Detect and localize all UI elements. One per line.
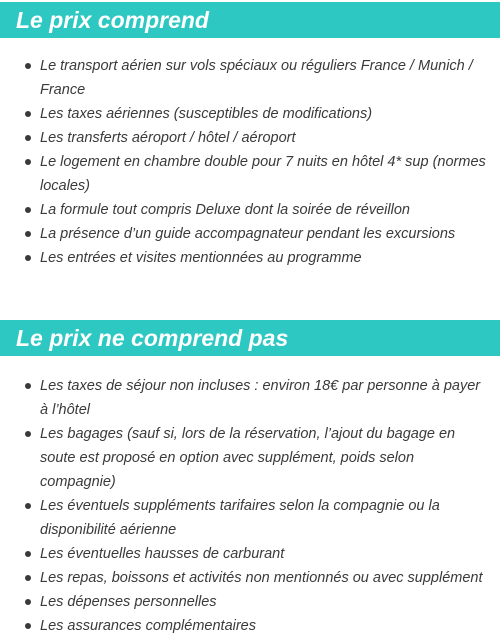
bullet-icon — [25, 207, 31, 213]
list-item — [0, 246, 500, 270]
list-item — [0, 590, 500, 614]
list-item-text: Les entrées et visites mentionnées au programme — [40, 250, 362, 266]
list-item — [0, 566, 500, 590]
list-item — [0, 222, 500, 246]
list-item-text: Les assurances complémentaires — [40, 618, 256, 634]
bullet-icon — [25, 135, 31, 141]
list-item — [0, 102, 500, 126]
list-item-text: Le logement en chambre double pour 7 nuits en hôtel 4* sup (normes locales) — [40, 154, 486, 194]
list-item-text: Les repas, boissons et activités non mentionnés ou avec supplément — [40, 570, 483, 586]
list-item — [0, 374, 500, 422]
list-item — [0, 494, 500, 542]
bullet-icon — [25, 431, 31, 437]
bullet-icon — [25, 63, 31, 69]
list-item — [0, 422, 500, 494]
list-item-text: Les éventuels suppléments tarifaires selon la compagnie ou la disponibilité aérienne — [40, 498, 440, 538]
bullet-icon — [25, 255, 31, 261]
bullet-icon — [25, 575, 31, 581]
included-section-title: Le prix comprend — [0, 2, 500, 38]
list-item-text: Le transport aérien sur vols spéciaux ou réguliers France / Munich / France — [40, 58, 473, 98]
list-item — [0, 126, 500, 150]
list-item — [0, 150, 500, 198]
list-item — [0, 614, 500, 638]
bullet-icon — [25, 231, 31, 237]
list-item-text: Les bagages (sauf si, lors de la réservation, l’ajout du bagage en soute est proposé en option avec supplément, poids selon compagnie) — [40, 426, 456, 490]
list-item-text: La présence d’un guide accompagnateur pendant les excursions — [40, 226, 456, 242]
list-item — [0, 54, 500, 102]
included-list — [0, 54, 500, 270]
list-item-text: Les transferts aéroport / hôtel / aéroport — [40, 130, 296, 146]
list-item-text: Les éventuelles hausses de carburant — [40, 546, 285, 562]
not-included-section-title: Le prix ne comprend pas — [0, 320, 500, 356]
list-item-text: Les taxes de séjour non incluses : environ 18€ par personne à payer à l’hôtel — [40, 378, 481, 418]
list-item — [0, 542, 500, 566]
list-item-text: Les dépenses personnelles — [40, 594, 217, 610]
bullet-icon — [25, 111, 31, 117]
list-item-text: La formule tout compris Deluxe dont la soirée de réveillon — [40, 202, 410, 218]
bullet-icon — [25, 159, 31, 165]
bullet-icon — [25, 551, 31, 557]
bullet-icon — [25, 503, 31, 509]
bullet-icon — [25, 383, 31, 389]
bullet-icon — [25, 599, 31, 605]
list-item-text: Les taxes aériennes (susceptibles de modifications) — [40, 106, 373, 122]
list-item — [0, 198, 500, 222]
not-included-list — [0, 374, 500, 638]
bullet-icon — [25, 623, 31, 629]
